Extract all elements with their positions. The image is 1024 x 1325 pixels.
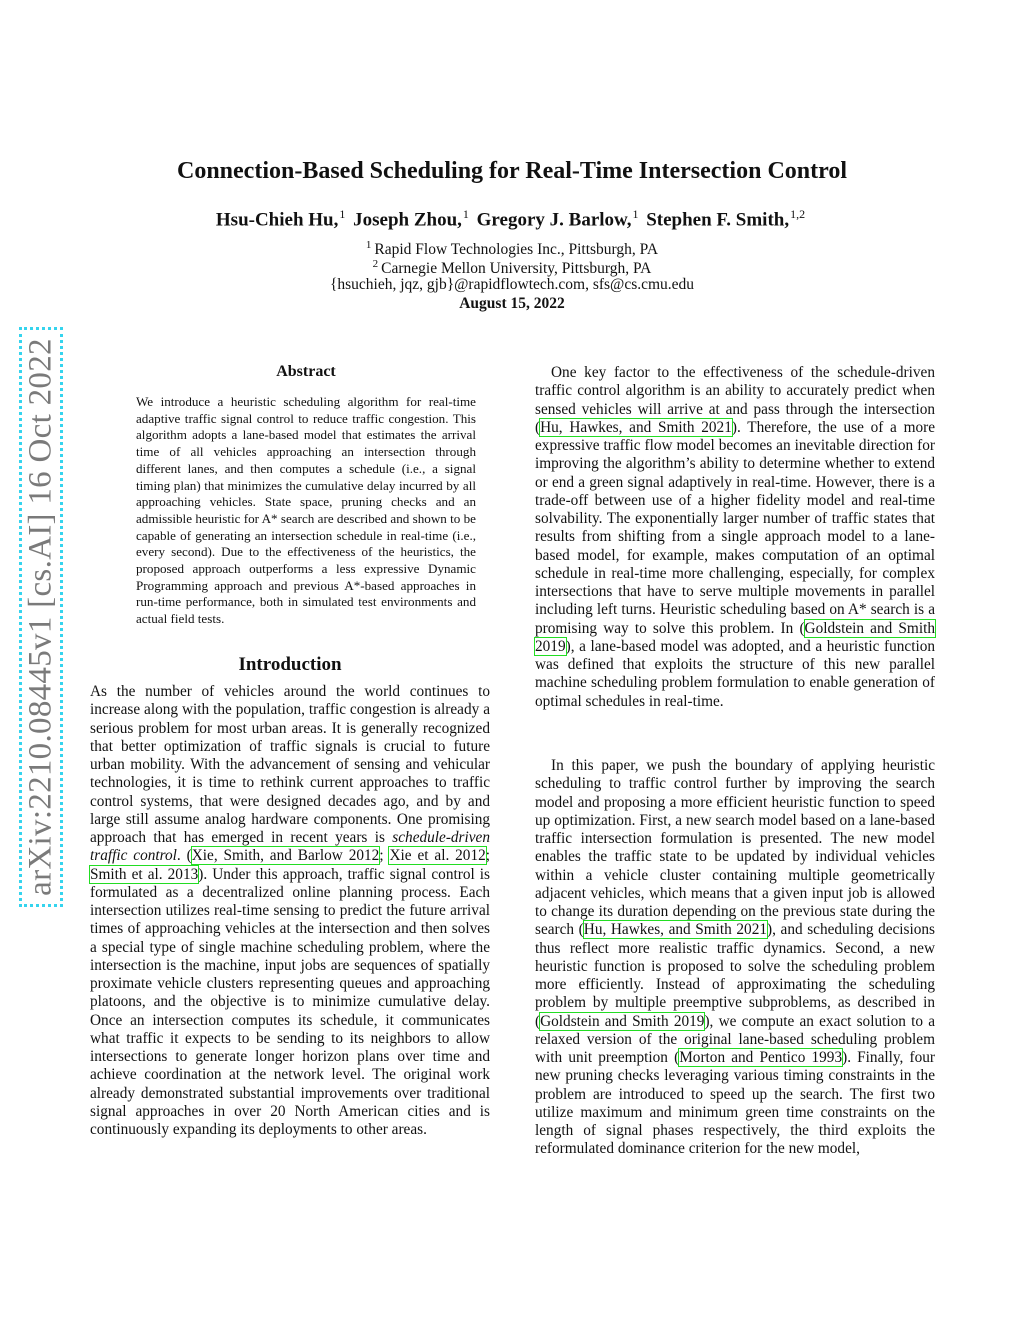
text-run: One key factor to the effectiveness of the schedule-driven traffic control algorithm is an ability to accurately predict when sensed vehicles will arrive at and pass through the intersection ( [535,364,935,436]
citation-link[interactable]: Goldstein and Smith 2019 [540,1012,705,1030]
text-run: In this paper, we push the boundary of applying heuristic scheduling to traffic control further by improving the search model and proposing a more efficient heuristic function to speed up optimization. First, a new search model based on a lane-based traffic intersection formulation is presented. The new model enables the traffic state to be updated by individual vehicles within a vehicle cluster containing multiple geometrically adjacent vehicles, which means that a given input job is allowed to change its duration depending on the previous state during the search ( [535,757,935,939]
intro-paragraph-1 [90,683,490,1139]
citation-link[interactable]: Xie et al. 2012 [389,847,486,865]
text-run: ). Finally, four new pruning checks leveraging various timing constraints in the problem are introduced to speed up the search. The first two utilize maximum and minimum green time constraints on the length of signal phases respectively, the third exploits the reformulated dominance criterion for the new model, [535,1049,935,1158]
citation-link[interactable]: Hu, Hawkes, and Smith 2021 [540,418,732,436]
abstract-heading: Abstract [276,363,336,380]
affiliation-text: Rapid Flow Technologies Inc., Pittsburgh, PA [374,241,659,259]
intro-paragraph-3 [535,757,935,1159]
citation-link[interactable]: Goldstein and Smith 2019 [535,619,935,655]
affiliation-mark: 1 [365,239,372,251]
author-affil-mark: 1,2 [790,207,806,221]
affiliation-mark: 2 [372,258,379,270]
citation-link[interactable]: Smith et al. 2013 [90,865,199,883]
text-run: ), and scheduling decisions thus reflect more realistic traffic dynamics. Second, a new heuristic function is proposed to solve the scheduling problem more efficiently. Instead of approximating the scheduling problem by multiple preemptive subproblems, as described in ( [535,921,936,1030]
text-run: As the number of vehicles around the world continues to increase along with the population, traffic congestion is already a serious problem for most urban areas. It is generally recognized that better optimization of traffic signals is crucial to future urban mobility. With the advancement of sensing and vehicular technologies, it is time to rethink current approaches to traffic control systems, that were designed decades ago, and by and large still assume analog hardware components. One promising approach that has emerged in recent years is [90,683,490,846]
paper-date: August 15, 2022 [459,295,565,312]
author-name: Stephen F. Smith, [646,209,790,231]
emphasis: schedule-driven traffic control [90,829,490,865]
citation-link[interactable]: Hu, Hawkes, and Smith 2021 [583,921,768,939]
author-affil-mark: 1 [462,207,469,221]
author-affil-mark: 1 [339,207,346,221]
author-name: Gregory J. Barlow, [476,209,632,231]
intro-paragraph-2 [535,364,935,711]
text-run: ), we compute an exact solution to a relaxed version of the original lane-based scheduling problem with unit preemption ( [535,1012,935,1066]
author-name: Hsu-Chieh Hu, [215,209,339,231]
paper-title: Connection-Based Scheduling for Real-Time Intersection Control [177,158,847,184]
author-affil-mark: 1 [632,207,639,221]
arxiv-id-text: arXiv:2210.08445v1 [cs.AI] 16 Oct 2022 [22,338,59,896]
text-run: ; [379,847,390,865]
text-run: ), a lane-based model was adopted, and a heuristic function was defined that exploits the structure of this new parallel machine scheduling problem formulation to enable generation of optimal schedules in real-time. [535,637,935,710]
citation-link[interactable]: Xie, Smith, and Barlow 2012 [191,847,380,865]
author-emails: {hsuchieh, jqz, gjb}@rapidflowtech.com, sfs@cs.cmu.edu [329,276,695,293]
affiliation-text: Carnegie Mellon University, Pittsburgh, PA [381,260,652,278]
affiliation [0,239,1024,259]
text-run: ; [485,847,491,865]
abstract-text: We introduce a heuristic scheduling algorithm for real-time adaptive traffic signal control to reduce traffic congestion. This algorithm adopts a lane-based model that estimates the arrival time of all vehicles approaching an intersection through different lanes, and then computes a schedule (i.e., a signal timing plan) that minimizes the cumulative delay incurred by all approaching vehicles. State space, pruning checks and an admissible heuristic for A* search are described and shown to be capable of generating an intersection schedule in real-time (i.e., every second). Due to the effectiveness of the heuristics, the proposed approach outperforms a less expressive Dynamic Programming approach and previous A*-based approaches in run-time performance, both in simulated test environments and actual field tests. [136,394,476,627]
arxiv-stamp [19,327,63,907]
text-run: . ( [176,847,192,865]
text-run: ). Under this approach, traffic signal control is formulated as a decentralized online planning process. Each intersection utilizes real-time sensing to predict the future arrival times of approaching vehicles at the intersection and then solves a special type of single machine scheduling problem, where the intersection is the machine, input jobs are sequences of spatially proximate vehicle clusters representing queues and approaching platoons, and the objective is to minimize cumulative delay. Once an intersection computes its schedule, it communicates what traffic it expects to be sending to its neighbors to allow intersections to generate longer horizon plans over time and achieve coordination at the network level. The original work already demonstrated substantial improvements over traditional signal approaches in over 20 North American cities and is continuously expanding its deployments to other areas. [90,865,490,1138]
citation-link[interactable]: Morton and Pentico 1993 [679,1049,843,1066]
text-run: ). Therefore, the use of a more expressive traffic flow model becomes an inevitable direction for improving the algorithm’s ability to determine whether to extend or end a green signal adaptively in real-time. However, there is a trade-off between use of a higher fidelity model and real-time solvability. The exponentially larger number of traffic states that results from shifting from a single approach model to a lane-based model, for example, makes computation of an optimal schedule in real-time more challenging, especially, for complex intersections that have to serve multiple movements in parallel including left turns. Heuristic scheduling based on A* search is a promising way to solve this problem. In ( [535,418,935,637]
author-list [0,207,1024,231]
introduction-heading: Introduction [238,654,342,675]
author-name: Joseph Zhou, [353,209,462,231]
